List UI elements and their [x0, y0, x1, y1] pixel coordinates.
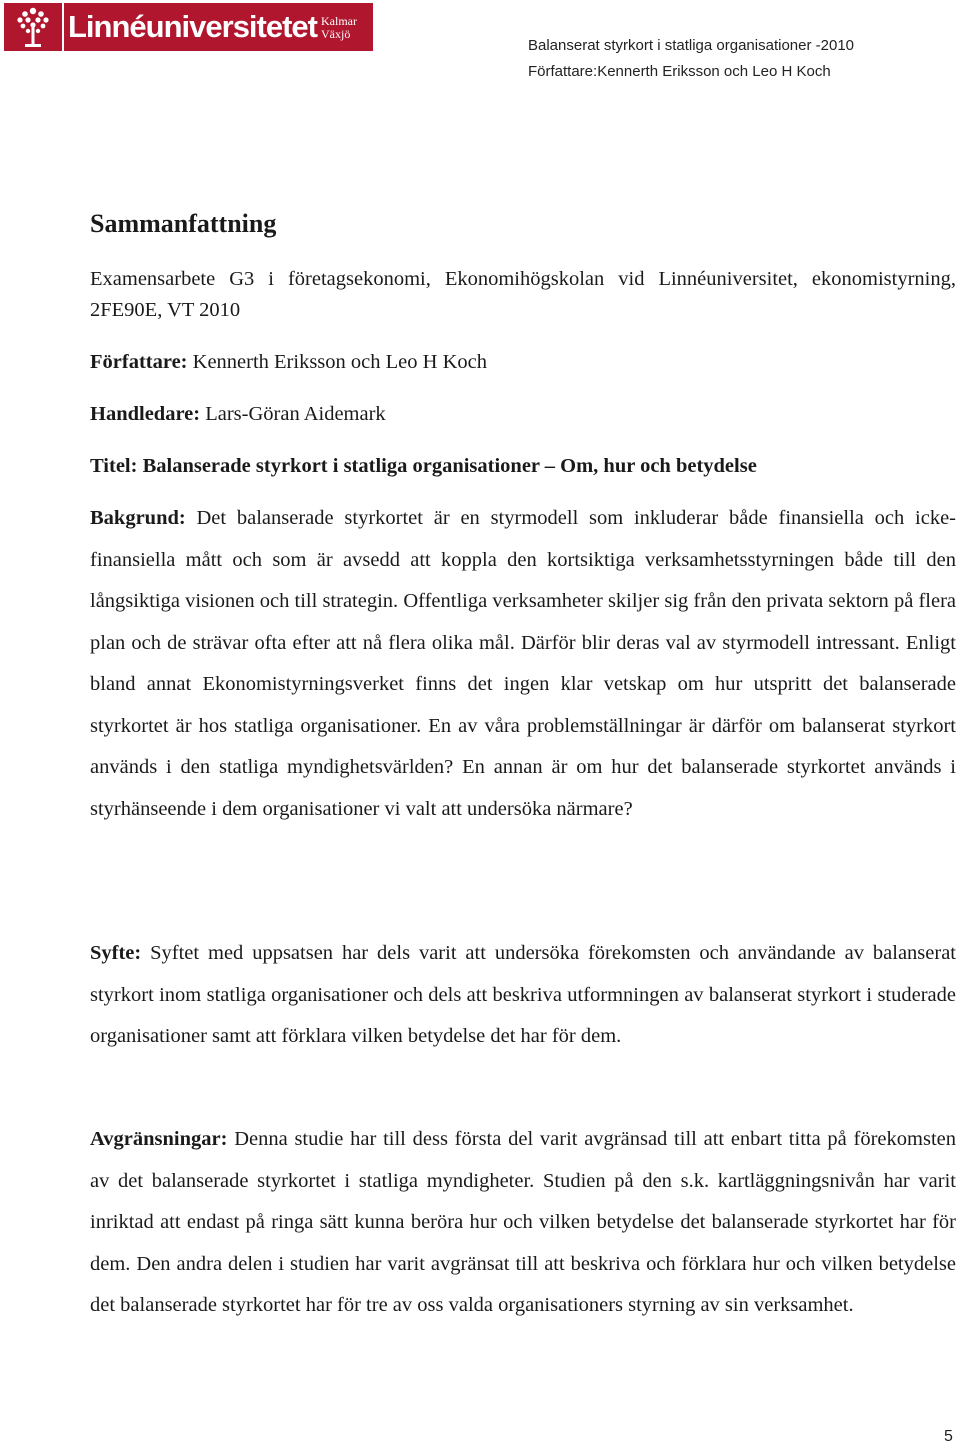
thesis-title-line [90, 451, 956, 482]
supervisor-label: Handledare: [90, 403, 201, 425]
logo-city-kalmar: Kalmar [321, 14, 357, 28]
logo-cities [317, 13, 357, 41]
authors-value: Kennerth Eriksson och Leo H Koch [187, 351, 487, 373]
section-heading: Sammanfattning [90, 209, 277, 238]
authors-line [90, 347, 956, 378]
authors-label: Författare: [90, 351, 188, 373]
supervisor-line [90, 399, 956, 430]
university-logo [4, 3, 373, 51]
logo-city-vaxjo: Växjö [321, 27, 351, 41]
delimitations-text: Denna studie har till dess första del varit avgränsad till att enbart titta på förekomsten av det balanserade styrkortet i statliga myndigheter. Studien på den s.k. kartläggningsnivån har varit inriktad att endast på ringa sätt kunna beröra hur och vilken betydelse det balanserade styrkortet har för dem. Den andra delen i studien har varit avgränsat till att beskriva och förklara hur och vilken betydelse det balanserade styrkortet har för tre av oss valda organisationers styrning av sin verksamhet. [90, 1128, 956, 1316]
background-text: Det balanserade styrkortet är en styrmodell som inkluderar både finansiella och icke-finansiella mått och som är avsedd att koppla den kortsiktiga verksamhetsstyrningen både till den långsiktiga visionen och till strategin. Offentliga verksamheter skiljer sig från den privata sektorn på flera plan och de strävar ofta efter att nå flera olika mål. Därför blir deras val av styrmodell intressant. Enligt bland annat Ekonomistyrningsverket finns det ingen klar vetskap om hur utspritt det balanserade styrkortet är hos statliga organisationer. En av våra problemställningar är därför om balanserat styrkort används i den statliga myndighetsvärlden? En annan är om hur det balanserade styrkortet används i styrhänseende i dem organisationer vi valt att undersöka närmare? [90, 507, 956, 820]
supervisor-value: Lars-Göran Aidemark [200, 403, 386, 425]
purpose-text: Syftet med uppsatsen har dels varit att undersöka förekomsten och användande av balanserat styrkort inom statliga organisationer och dels att beskriva utformningen av balanserat styrkort i studerade organisationer samt att förklara vilken betydelse det har för dem. [90, 942, 956, 1047]
purpose-paragraph [90, 933, 956, 1058]
running-authors: Författare:Kennerth Eriksson och Leo H Koch [528, 63, 831, 80]
running-title: Balanserat styrkort i statliga organisationer -2010 [528, 37, 855, 54]
logo-name: Linnéuniversitetet [68, 9, 317, 44]
intro-paragraph: Examensarbete G3 i företagsekonomi, Ekonomihögskolan vid Linnéuniversitet, ekonomistyrning, 2FE90E, VT 2010 [90, 268, 956, 321]
purpose-label: Syfte: [90, 942, 142, 964]
delimitations-label: Avgränsningar: [90, 1128, 228, 1150]
title-value: Balanserade styrkort i statliga organisationer – Om, hur och betydelse [137, 455, 757, 477]
running-header [528, 33, 854, 85]
title-label: Titel: [90, 455, 138, 477]
tree-emblem-icon [4, 3, 62, 51]
page-number: 5 [944, 1428, 953, 1445]
background-paragraph [90, 498, 956, 830]
delimitations-paragraph [90, 1119, 956, 1327]
background-label: Bakgrund: [90, 507, 186, 529]
